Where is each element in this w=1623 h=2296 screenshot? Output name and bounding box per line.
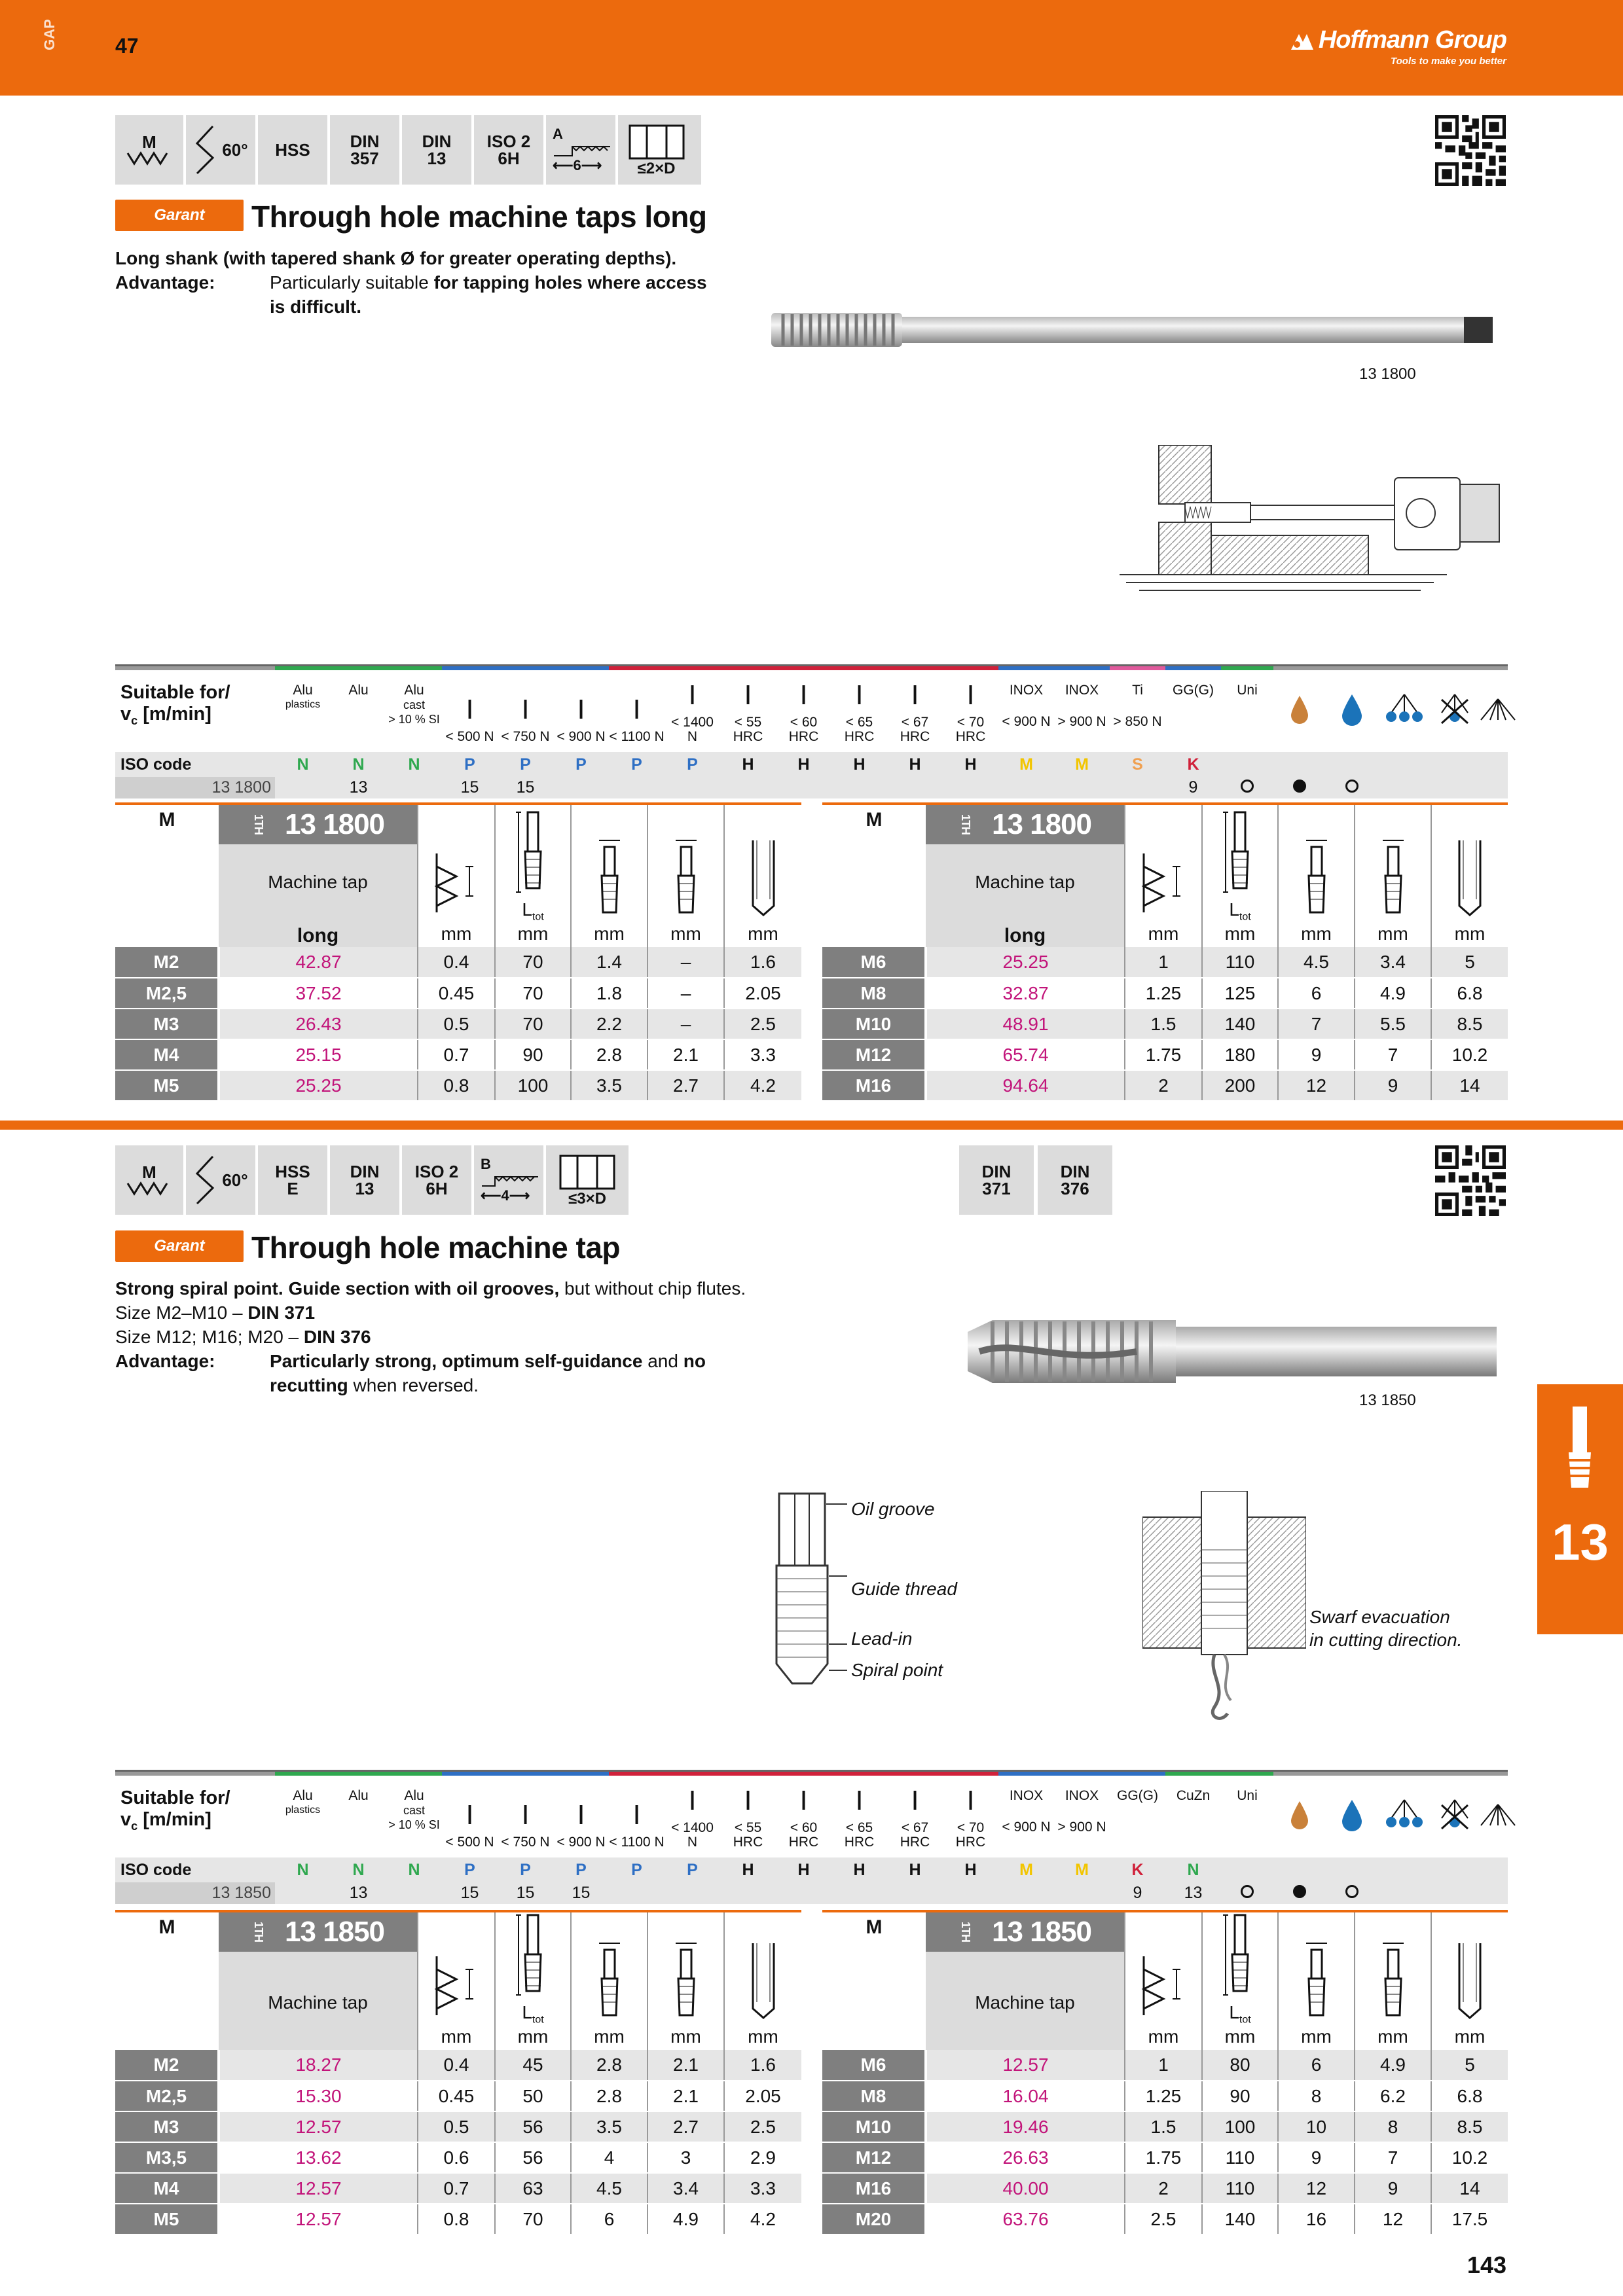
cat-hrc-70: Ⅰ < 70 HRC bbox=[943, 1774, 998, 1857]
din-357-cell: DIN 357 bbox=[330, 115, 402, 185]
cat-inox-900: INOX < 900 N bbox=[998, 1774, 1054, 1857]
pitch-icon bbox=[430, 1950, 483, 2022]
table-row: M20 63.76 2.5 140 16 12 17.5 bbox=[822, 2204, 1508, 2234]
section-divider bbox=[0, 1121, 1623, 1130]
angle-icon bbox=[193, 124, 219, 176]
cat-steel-1400: Ⅰ < 1400 N bbox=[665, 1774, 720, 1857]
hole-depth-icon bbox=[627, 123, 686, 161]
description-line: Strong spiral point. Guide section with oil grooves, but without chip flutes. bbox=[115, 1278, 746, 1299]
i-beam-icon: Ⅰ bbox=[855, 681, 864, 710]
tapping-illustration bbox=[1120, 445, 1506, 602]
table-row: M2,5 15.30 0.45 50 2.8 2.1 2.05 bbox=[115, 2081, 801, 2111]
suitability-table bbox=[115, 664, 1508, 798]
chamfer-icon bbox=[481, 1172, 539, 1189]
square-drive-icon bbox=[1374, 1937, 1413, 2022]
table-row: M4 12.57 0.7 63 4.5 3.4 3.3 bbox=[115, 2173, 801, 2204]
shank-diameter-icon bbox=[1297, 1937, 1336, 2022]
m-column-header: M bbox=[158, 1916, 175, 1938]
product-type: Machine tap bbox=[268, 1992, 368, 2013]
oil-drop-icon bbox=[1273, 668, 1326, 752]
cat-hrc-65: Ⅰ < 65 HRC bbox=[831, 668, 887, 752]
article-number: 13 1850 bbox=[115, 1882, 275, 1904]
i-beam-icon: Ⅰ bbox=[688, 681, 697, 710]
suitable-dot bbox=[1221, 777, 1273, 798]
cat-cast-iron: GG(G) bbox=[1110, 1774, 1165, 1857]
cat-inox-900: INOX < 900 N bbox=[998, 668, 1054, 752]
table-row: M16 40.00 2 110 12 9 14 bbox=[822, 2173, 1508, 2204]
table-row: M12 65.74 1.75 180 9 7 10.2 bbox=[822, 1039, 1508, 1070]
size-table-right bbox=[822, 802, 1508, 1102]
length-column-header: $L_{tot}$ mm bbox=[495, 1911, 571, 2050]
core-drill-header: mm bbox=[724, 804, 801, 947]
product-type: Machine tap bbox=[975, 872, 1075, 892]
cat-universal: Uni bbox=[1221, 1774, 1273, 1857]
size-line-2: Size M12; M16; M20 – DIN 376 bbox=[115, 1327, 371, 1347]
swarf-label-line2: in cutting direction. bbox=[1309, 1630, 1463, 1650]
spiral-point-label: Spiral point bbox=[851, 1660, 943, 1680]
cat-steel-900: Ⅰ < 900 N bbox=[553, 668, 609, 752]
advantage-text: Particularly suitable for tapping holes where access is difficult. bbox=[270, 272, 707, 317]
thread-profile-icon bbox=[126, 151, 172, 166]
cat-hrc-60: Ⅰ < 60 HRC bbox=[776, 668, 831, 752]
cat-inox-over-900: INOX > 900 N bbox=[1054, 1774, 1110, 1857]
cat-hrc-55: Ⅰ < 55 HRC bbox=[720, 1774, 776, 1857]
din-376-badge: DIN 376 bbox=[1038, 1145, 1112, 1215]
suitable-dot bbox=[1326, 777, 1378, 798]
i-beam-icon: Ⅰ bbox=[632, 1801, 641, 1830]
i-beam-icon: Ⅰ bbox=[911, 1787, 919, 1816]
pitch-column-header: mm bbox=[418, 1911, 495, 2050]
cat-steel-750: Ⅰ < 750 N bbox=[498, 668, 553, 752]
core-drill-icon bbox=[744, 1937, 783, 2022]
table-row: M16 94.64 2 200 12 9 14 bbox=[822, 1070, 1508, 1101]
recommended-dot bbox=[1273, 777, 1326, 798]
advantage-text: Particularly strong, optimum self-guidance and no recutting when reversed. bbox=[270, 1351, 706, 1395]
shank-diameter-header: mm bbox=[571, 1911, 647, 2050]
i-beam-icon: Ⅰ bbox=[911, 681, 919, 710]
cat-alu: Alu bbox=[331, 1774, 386, 1857]
article-number: 13 1800 bbox=[115, 777, 275, 798]
core-drill-header: mm bbox=[1431, 804, 1508, 947]
material-cell: HSS bbox=[258, 115, 330, 185]
cat-alu-cast: Alu cast > 10 % SI bbox=[386, 1774, 442, 1857]
cat-hrc-70: Ⅰ < 70 HRC bbox=[943, 668, 998, 752]
total-length-icon bbox=[1220, 810, 1260, 895]
square-size-header: mm bbox=[1355, 1911, 1431, 2050]
cat-steel-750: Ⅰ < 750 N bbox=[498, 1774, 553, 1857]
table-row: M3 12.57 0.5 56 3.5 2.7 2.5 bbox=[115, 2111, 801, 2142]
table-row: M6 12.57 1 80 6 4.9 5 bbox=[822, 2050, 1508, 2081]
cat-alu-plastics: Alu plastics bbox=[275, 668, 331, 752]
long-tap-image bbox=[770, 304, 1503, 356]
spec-bar bbox=[115, 115, 701, 185]
advantage-label: Advantage: bbox=[115, 1351, 215, 1371]
chapter-tab[interactable] bbox=[1537, 1384, 1623, 1634]
pitch-icon bbox=[1137, 847, 1190, 919]
cat-hrc-60: Ⅰ < 60 HRC bbox=[776, 1774, 831, 1857]
square-size-header: mm bbox=[647, 804, 724, 947]
suitable-dot bbox=[1326, 1882, 1378, 1904]
tap-detail-illustration bbox=[766, 1487, 851, 1703]
table-row: M4 25.15 0.7 90 2.8 2.1 3.3 bbox=[115, 1039, 801, 1070]
cat-titanium: Ti > 850 N bbox=[1110, 668, 1165, 752]
m-column-header: M bbox=[158, 809, 175, 831]
article-header: 1TH 13 1800 bbox=[219, 805, 417, 844]
article-header: 1TH 13 1850 bbox=[926, 1912, 1124, 1952]
cat-cast-iron: GG(G) bbox=[1165, 668, 1221, 752]
din-13-cell: DIN 13 bbox=[330, 1145, 402, 1215]
cat-hrc-67: Ⅰ < 67 HRC bbox=[887, 668, 943, 752]
size-table-left bbox=[115, 1910, 801, 2235]
product-header bbox=[926, 804, 1125, 947]
cat-steel-1100: Ⅰ < 1100 N bbox=[609, 668, 665, 752]
shank-diameter-header: mm bbox=[1278, 804, 1355, 947]
hoffmann-logo-icon bbox=[1290, 31, 1315, 51]
oil-drop-icon bbox=[1273, 1774, 1326, 1857]
guide-thread-label: Guide thread bbox=[851, 1579, 957, 1599]
dry-machining-icon bbox=[1431, 668, 1478, 752]
suitability-table bbox=[115, 1770, 1508, 1904]
shank-diameter-icon bbox=[590, 834, 629, 919]
garant-brand-badge: Garant bbox=[115, 1230, 244, 1262]
i-beam-icon: Ⅰ bbox=[688, 1787, 697, 1816]
chamfer-form-cell: A ⟵6⟶ bbox=[546, 115, 618, 185]
swarf-label-line1: Swarf evacuation bbox=[1309, 1607, 1450, 1627]
i-beam-icon: Ⅰ bbox=[521, 696, 530, 725]
shank-diameter-icon bbox=[1297, 834, 1336, 919]
thread-type-cell: M bbox=[115, 115, 186, 185]
hole-depth-icon bbox=[558, 1153, 617, 1191]
thread-type-cell: M bbox=[115, 1145, 186, 1215]
product-variant: long bbox=[297, 925, 339, 946]
i-beam-icon: Ⅰ bbox=[577, 1801, 585, 1830]
cat-copper-zinc: CuZn bbox=[1165, 1774, 1221, 1857]
chapter-number: 13 bbox=[1552, 1513, 1609, 1571]
pitch-icon bbox=[430, 847, 483, 919]
swarf-evacuation-illustration bbox=[1142, 1491, 1306, 1727]
product-header bbox=[926, 1911, 1125, 2050]
m-column-header: M bbox=[866, 1916, 883, 1938]
size-table-left bbox=[115, 802, 801, 1102]
material-category-row bbox=[115, 1774, 1508, 1857]
brand-tagline: Tools to make you better bbox=[1391, 56, 1506, 67]
material-cell: HSS E bbox=[258, 1145, 330, 1215]
table-row: M5 25.25 0.8 100 3.5 2.7 4.2 bbox=[115, 1070, 801, 1101]
shank-diameter-icon bbox=[590, 1937, 629, 2022]
total-length-icon bbox=[1220, 1912, 1260, 1998]
length-column-header: $L_{tot}$ mm bbox=[495, 804, 571, 947]
product-header bbox=[219, 804, 418, 947]
length-column-header: $L_{tot}$ mm bbox=[1202, 1911, 1278, 2050]
brand-name: Hoffmann Group bbox=[1318, 26, 1506, 54]
pitch-column-header: mm bbox=[1125, 1911, 1202, 2050]
product-description bbox=[115, 246, 803, 319]
side-code: GAP bbox=[41, 19, 58, 50]
pitch-icon bbox=[1137, 1950, 1190, 2022]
product-header bbox=[219, 1911, 418, 2050]
material-category-row bbox=[115, 668, 1508, 752]
shank-diameter-header: mm bbox=[1278, 1911, 1355, 2050]
recommended-dot bbox=[1273, 1882, 1326, 1904]
cat-steel-1400: Ⅰ < 1400 N bbox=[665, 668, 720, 752]
product-variant: long bbox=[1004, 925, 1046, 946]
chamfer-form-cell: B ⟵4⟶ bbox=[474, 1145, 546, 1215]
tap-tool-icon bbox=[1562, 1404, 1597, 1496]
i-beam-icon: Ⅰ bbox=[632, 696, 641, 725]
cat-alu: Alu bbox=[331, 668, 386, 752]
cat-hrc-65: Ⅰ < 65 HRC bbox=[831, 1774, 887, 1857]
din-371-badge: DIN 371 bbox=[959, 1145, 1034, 1215]
tolerance-cell: ISO 2 6H bbox=[474, 115, 546, 185]
i-beam-icon: Ⅰ bbox=[521, 1801, 530, 1830]
total-length-icon bbox=[513, 1912, 553, 1998]
garant-brand-badge: Garant bbox=[115, 200, 244, 231]
table-row: M2 42.87 0.4 70 1.4 – 1.6 bbox=[115, 947, 801, 978]
iso-code-row: ISO code N N N P P P P P H H H H H M M K N bbox=[115, 1857, 1508, 1882]
table-row: M3 26.43 0.5 70 2.2 – 2.5 bbox=[115, 1009, 801, 1039]
product-type: Machine tap bbox=[975, 1992, 1075, 2013]
cat-steel-900: Ⅰ < 900 N bbox=[553, 1774, 609, 1857]
i-beam-icon: Ⅰ bbox=[465, 696, 474, 725]
spec-bar bbox=[115, 1145, 629, 1215]
total-length-icon bbox=[513, 810, 553, 895]
m-column-header: M bbox=[866, 809, 883, 831]
depth-cell: ≤2×D bbox=[618, 115, 695, 185]
size-table-right bbox=[822, 1910, 1508, 2235]
table-row: M12 26.63 1.75 110 9 7 10.2 bbox=[822, 2142, 1508, 2173]
cat-alu-cast: Alu cast > 10 % SI bbox=[386, 668, 442, 752]
suitable-dot bbox=[1221, 1882, 1273, 1904]
thread-profile-icon bbox=[126, 1181, 172, 1196]
table-row: M8 16.04 1.25 90 8 6.2 6.8 bbox=[822, 2081, 1508, 2111]
tolerance-cell: ISO 2 6H bbox=[402, 1145, 474, 1215]
cat-inox-over-900: INOX > 900 N bbox=[1054, 668, 1110, 752]
table-row: M6 25.25 1 110 4.5 3.4 5 bbox=[822, 947, 1508, 978]
i-beam-icon: Ⅰ bbox=[744, 1787, 752, 1816]
advantage-label: Advantage: bbox=[115, 272, 215, 293]
air-blast-icon bbox=[1478, 668, 1508, 752]
pitch-column-header: mm bbox=[1125, 804, 1202, 947]
article-header: 1TH 13 1800 bbox=[926, 805, 1124, 844]
page-number: 143 bbox=[1467, 2251, 1506, 2278]
thread-angle-cell: 60° bbox=[186, 1145, 258, 1215]
square-drive-icon bbox=[1374, 834, 1413, 919]
cat-steel-1100: Ⅰ < 1100 N bbox=[609, 1774, 665, 1857]
description-line: Long shank (with tapered shank Ø for greater operating depths). bbox=[115, 248, 677, 268]
i-beam-icon: Ⅰ bbox=[577, 696, 585, 725]
core-drill-icon bbox=[1450, 1937, 1489, 2022]
table-row: M3,5 13.62 0.6 56 4 3 2.9 bbox=[115, 2142, 801, 2173]
i-beam-icon: Ⅰ bbox=[855, 1787, 864, 1816]
cat-hrc-67: Ⅰ < 67 HRC bbox=[887, 1774, 943, 1857]
thread-angle-cell: 60° bbox=[186, 115, 258, 185]
table-row: M8 32.87 1.25 125 6 4.9 6.8 bbox=[822, 978, 1508, 1009]
product-type: Machine tap bbox=[268, 872, 368, 892]
section-number: 47 bbox=[115, 34, 139, 58]
mist-drops-icon bbox=[1378, 1774, 1431, 1857]
core-drill-header: mm bbox=[1431, 1911, 1508, 2050]
table-row: M5 12.57 0.8 70 6 4.9 4.2 bbox=[115, 2204, 801, 2234]
depth-cell: ≤3×D bbox=[546, 1145, 629, 1215]
i-beam-icon: Ⅰ bbox=[465, 1801, 474, 1830]
i-beam-icon: Ⅰ bbox=[966, 681, 975, 710]
core-drill-header: mm bbox=[724, 1911, 801, 2050]
product-description bbox=[115, 1276, 848, 1397]
article-caption: 13 1850 bbox=[1359, 1391, 1416, 1409]
article-header: 1TH 13 1850 bbox=[219, 1912, 417, 1952]
brand-logo bbox=[1290, 26, 1506, 67]
square-drive-icon bbox=[666, 1937, 706, 2022]
core-drill-icon bbox=[744, 834, 783, 919]
spiral-point-tap-image bbox=[966, 1312, 1503, 1391]
air-blast-icon bbox=[1478, 1774, 1508, 1857]
i-beam-icon: Ⅰ bbox=[744, 681, 752, 710]
i-beam-icon: Ⅰ bbox=[966, 1787, 975, 1816]
page-header bbox=[0, 0, 1623, 96]
chamfer-icon bbox=[553, 141, 611, 158]
shank-diameter-header: mm bbox=[571, 804, 647, 947]
table-row: M2 18.27 0.4 45 2.8 2.1 1.6 bbox=[115, 2050, 801, 2081]
din-13-cell: DIN 13 bbox=[402, 115, 474, 185]
qr-code-icon[interactable] bbox=[1435, 115, 1506, 186]
cat-steel-500: Ⅰ < 500 N bbox=[442, 668, 498, 752]
cat-universal: Uni bbox=[1221, 668, 1273, 752]
product-title: Through hole machine tap bbox=[251, 1230, 621, 1265]
cutting-speed-row: 13 1850 13 15 15 15 9 13 bbox=[115, 1882, 1508, 1904]
length-column-header: $L_{tot}$ mm bbox=[1202, 804, 1278, 947]
cat-alu-plastics: Alu plastics bbox=[275, 1774, 331, 1857]
pitch-column-header: mm bbox=[418, 804, 495, 947]
mist-drops-icon bbox=[1378, 668, 1431, 752]
qr-code-icon[interactable] bbox=[1435, 1145, 1506, 1216]
emulsion-drop-icon bbox=[1326, 1774, 1378, 1857]
table-row: M10 48.91 1.5 140 7 5.5 8.5 bbox=[822, 1009, 1508, 1039]
square-size-header: mm bbox=[1355, 804, 1431, 947]
size-line-1: Size M2–M10 – DIN 371 bbox=[115, 1302, 316, 1323]
angle-icon bbox=[193, 1154, 219, 1206]
cat-steel-500: Ⅰ < 500 N bbox=[442, 1774, 498, 1857]
lead-in-label: Lead-in bbox=[851, 1628, 913, 1649]
square-size-header: mm bbox=[647, 1911, 724, 2050]
oil-groove-label: Oil groove bbox=[851, 1499, 935, 1519]
suitable-for-label: Suitable for/ $v_c$ [m/min] bbox=[120, 682, 230, 727]
core-drill-icon bbox=[1450, 834, 1489, 919]
table-row: M2,5 37.52 0.45 70 1.8 – 2.05 bbox=[115, 978, 801, 1009]
i-beam-icon: Ⅰ bbox=[799, 1787, 808, 1816]
emulsion-drop-icon bbox=[1326, 668, 1378, 752]
article-caption: 13 1800 bbox=[1359, 365, 1416, 383]
table-row: M10 19.46 1.5 100 10 8 8.5 bbox=[822, 2111, 1508, 2142]
cat-hrc-55: Ⅰ < 55 HRC bbox=[720, 668, 776, 752]
dry-machining-icon bbox=[1431, 1774, 1478, 1857]
square-drive-icon bbox=[666, 834, 706, 919]
iso-code-row: ISO code N N N P P P P P H H H H H M M S K bbox=[115, 752, 1508, 777]
iso-code-label: ISO code bbox=[115, 752, 275, 777]
suitable-for-label: Suitable for/ $v_c$ [m/min] bbox=[120, 1787, 230, 1833]
product-title: Through hole machine taps long bbox=[251, 200, 707, 234]
iso-code-label: ISO code bbox=[115, 1857, 275, 1882]
i-beam-icon: Ⅰ bbox=[799, 681, 808, 710]
cutting-speed-row: 13 1800 13 15 15 9 bbox=[115, 777, 1508, 798]
